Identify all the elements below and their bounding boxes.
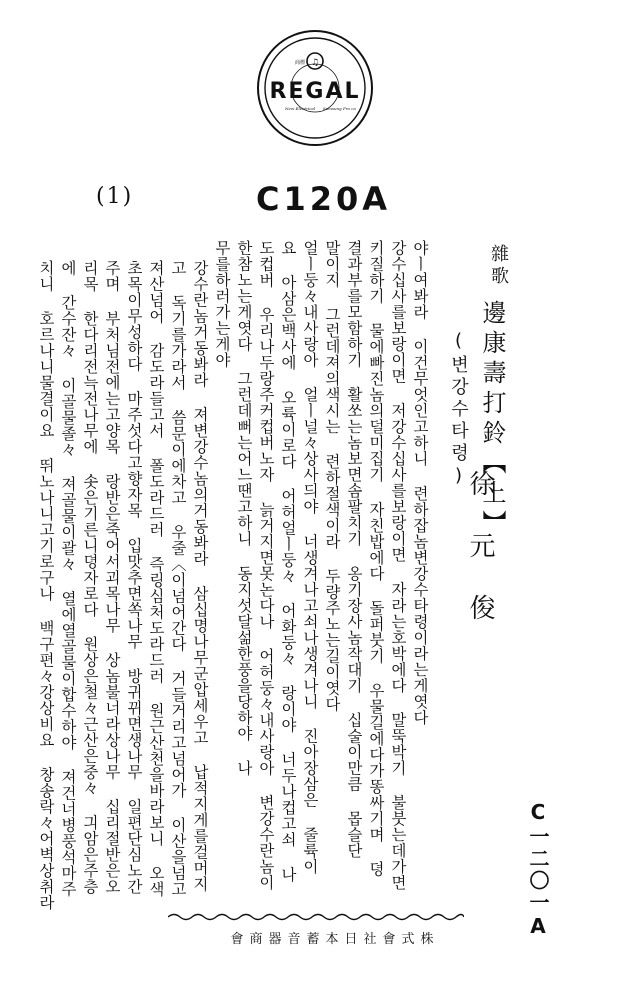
body-column: 에 간수잔々 이골물졸々 져골물이괄々 열에열골물이합수하야 져건너병풍석마주: [59, 260, 77, 897]
catalog-number: C120A: [256, 180, 392, 218]
svg-text:♫: ♫: [310, 58, 320, 68]
body-column: 강수십사를보랑이면 저강수십사를보랑이면 자라는호박에다 말뚝박기 불붓는데가면: [389, 240, 407, 891]
side-number: (1): [96, 184, 134, 209]
regal-label-logo: [255, 28, 375, 148]
body-column: 주며 부처님전에는고양목 랑반은죽어서괴목나무 상놈불너라상나무 십리절반은오: [103, 260, 121, 895]
body-column: 초목이무성하다 마주섯다고향자목 입맛추면쏙나무 방귀뀌면생나무 일편단심노간: [125, 260, 143, 895]
body-column: 키질하기 물에빠진놈의덜미집기 자친밥에다 돌퍼붓기 우물길에다가똥싸기며 뎡: [367, 240, 385, 877]
company-footer: 株式會社日本蓄音器商會: [230, 932, 440, 947]
body-column: 무를하러가는게야: [213, 240, 231, 368]
side-code: C一二〇一A: [526, 800, 550, 940]
label-right-text: Samsung Pro co: [323, 106, 356, 111]
body-column: 야ㅣ여봐라 이건무엇인고하니 련하잡놈변강수타령이라는게엿다: [411, 240, 429, 726]
body-column: 말이지 그런데져의색시는 련하절색이라 두량주노는길이엿다: [323, 240, 341, 712]
brand-name: REGAL: [269, 79, 361, 104]
title-reading: (변강수타령): [448, 330, 469, 490]
body-column: 리목 한다리전늑전나무에 솟은기른니뎡자로다 원상은철々근산은중々 긔암은주층: [81, 260, 99, 895]
song-title: 邊康壽打鈴【上】: [478, 300, 506, 540]
regal-label-graphic: [255, 28, 375, 148]
body-column: 고 독기를가라서 씀문이에차고 우줄〈이넘어간다 거들거리고넘어가 이산을넘고: [169, 260, 187, 897]
emblem-left-text: 商標: [294, 60, 306, 66]
body-column: 요 아삼은백사에 오륙이로다 어허얼ㅣ둥々 어화둥々 랑이야 너두나컵고쇠 나: [279, 240, 297, 883]
genre-label: 雜歌: [488, 244, 509, 288]
body-column: 도컵버 우리나두랑주커컵버노자 늙거지면못논다나 어허둥々내사랑아 변강수란놈이: [257, 240, 275, 891]
body-column: 강수란놈거동봐라 져변강수놈의거동봐라 삼십명나무군압세우고 납적지게를걸머지: [191, 260, 209, 892]
author: 徐元俊: [465, 470, 495, 656]
body-column: 져산넘어 감도라들고서 폴도라드러 즉링심처도라드러 원근산천을바라보니 오색: [147, 260, 165, 897]
body-column: 치니 호르나니물결이요 뛰노나니고기로구나 백구편々강상비요 창송락々어벽상취라: [37, 260, 55, 911]
body-column: 결과부를모함하기 활쏘는놈보면솜팔치기 옹기장사놈작대기 십술이만큼 몹슬단: [345, 240, 363, 859]
wavy-divider: [168, 912, 464, 922]
label-left-text: New Electrical: [285, 106, 316, 111]
body-column: 한참노는게엿다 그런데뻐는어느땐고하니 동지섯달섦한풍을당하야 나: [235, 240, 253, 776]
body-column: 얼ㅣ둥々내사랑아 얼ㅣ널々상사듸야 너생겨나고쇠나생겨나니 진아장삼은 줄륙이: [301, 240, 319, 875]
